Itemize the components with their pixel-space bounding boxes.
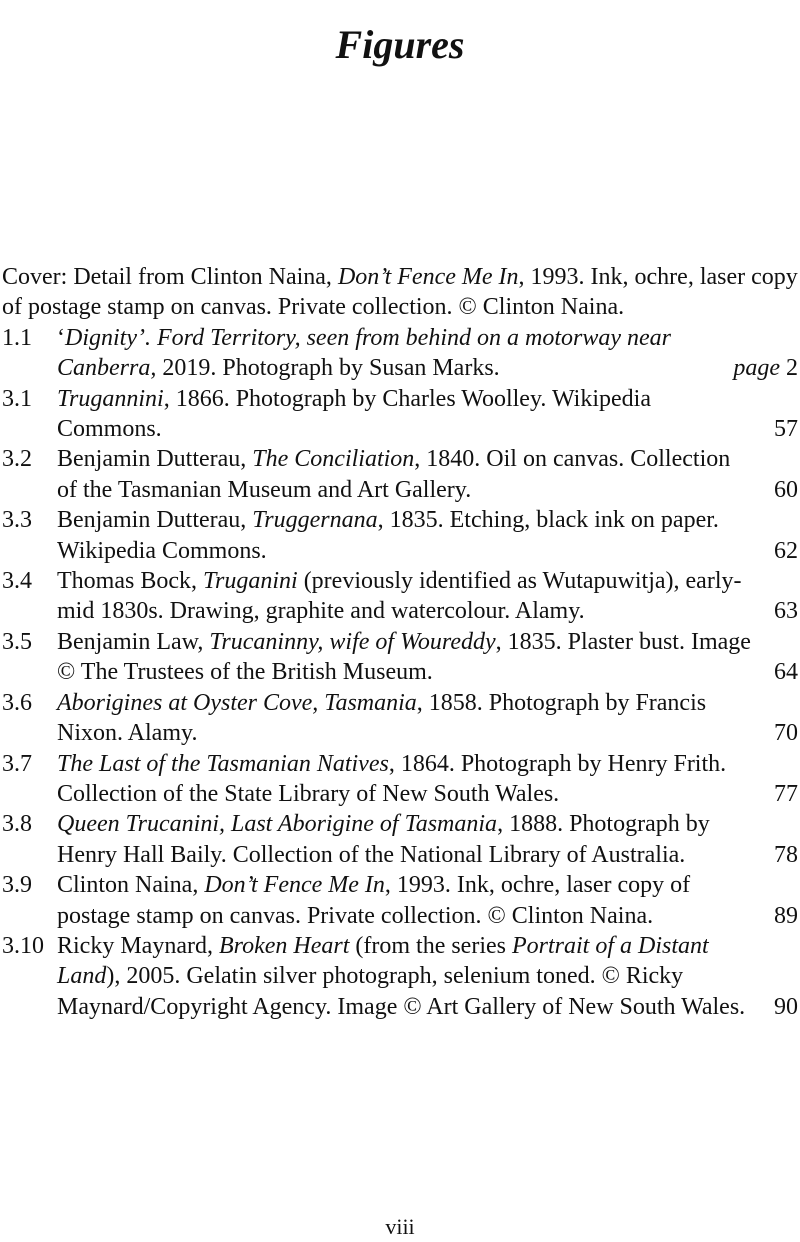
figure-details: , 1835. Plaster bust. Image © The Trustees of the British Museum. — [57, 628, 751, 686]
figure-details: , 1866. Photograph by Charles Woolley. Wikipedia Commons. — [57, 385, 651, 443]
figure-details: (previously identified as Wutapuwitja), early-mid 1830s. Drawing, graphite and watercolour. Alamy. — [57, 568, 742, 625]
page-number: 62 — [774, 537, 798, 564]
figure-artist: Ricky Maynard, — [57, 932, 219, 959]
figure-title: The Conciliation — [252, 446, 415, 473]
figure-title: Queen Trucanini, Last Aborigine of Tasmania — [57, 811, 498, 838]
figure-number: 3.3 — [2, 507, 32, 534]
page-number: 2 — [786, 355, 798, 382]
figure-title: Aborigines at Oyster Cove, Tasmania — [57, 689, 417, 716]
figure-entry — [0, 323, 800, 384]
figure-series-title: Portrait of a Distant Land — [57, 932, 709, 990]
figure-artist: Benjamin Dutterau, — [57, 507, 253, 534]
page-reference — [733, 353, 798, 383]
figure-title: Truganini — [202, 568, 298, 595]
figure-details: , 1858. Photograph by Francis Nixon. Alamy. — [57, 689, 707, 747]
figure-entry — [0, 931, 800, 1022]
page-number: 77 — [774, 780, 798, 807]
figure-details: , 1835. Etching, black ink on paper. Wikipedia Commons. — [57, 507, 719, 564]
figure-number: 1.1 — [2, 324, 32, 351]
figure-entry — [0, 870, 800, 931]
page-number: 63 — [774, 598, 798, 625]
page-number: 57 — [774, 416, 798, 443]
figure-title: Truggernana — [252, 507, 378, 534]
page-number: 60 — [774, 476, 798, 503]
figure-number: 3.8 — [2, 811, 32, 838]
page-number: 90 — [774, 993, 798, 1020]
figure-details: , 1840. Oil on canvas. Collection of the Tasmanian Museum and Art Gallery. — [57, 446, 731, 503]
page-title: Figures — [335, 21, 465, 67]
figure-lead: ‘ — [57, 324, 65, 351]
figure-entry — [0, 688, 800, 749]
figure-number: 3.2 — [2, 446, 32, 473]
page-folio: viii — [385, 1214, 415, 1239]
figure-number: 3.4 — [2, 568, 32, 595]
figure-number: 3.9 — [2, 872, 32, 899]
figure-details: , 1864. Photograph by Henry Frith. Collection of the State Library of New South Wales. — [57, 750, 727, 807]
cover-credit-suffix: , 1993. Ink, ochre, laser copy of postage stamp on canvas. Private collection. © Clinton Naina. — [2, 264, 798, 321]
figure-artist: Benjamin Law, — [57, 628, 210, 655]
cover-credit — [0, 262, 800, 323]
figure-title: Trugannini — [57, 385, 164, 412]
figure-number: 3.5 — [2, 628, 32, 655]
figure-title: Trucaninny, wife of Woureddy — [209, 628, 496, 655]
figure-details-continued: ), 2005. Gelatin silver photograph, selenium toned. © Ricky Maynard/Copyright Agency. Image © Art Gallery of New South Wales. — [57, 963, 746, 1020]
figure-details: (from the series — [349, 932, 512, 959]
figure-number: 3.10 — [2, 932, 44, 959]
page-number: 89 — [774, 902, 798, 929]
figure-entry — [0, 384, 800, 445]
figure-entry — [0, 505, 800, 566]
figure-title: Broken Heart — [218, 932, 350, 959]
figure-details: 2019. Photograph by Susan Marks. — [156, 355, 500, 382]
figure-number: 3.7 — [2, 750, 32, 777]
figure-artist: Thomas Bock, — [57, 568, 203, 595]
figure-title: The Last of the Tasmanian Natives — [57, 750, 389, 777]
figure-entry — [0, 566, 800, 627]
figure-title: Don’t Fence Me In — [204, 872, 385, 899]
page-word: page — [733, 355, 780, 382]
page-number: 64 — [774, 659, 798, 686]
page-number: 70 — [774, 720, 798, 747]
page-number: 78 — [774, 841, 798, 868]
cover-artwork-title: Don’t Fence Me In — [337, 264, 519, 290]
figure-entry — [0, 749, 800, 810]
cover-credit-prefix: Cover: Detail from Clinton Naina, — [2, 264, 338, 290]
figure-list — [0, 262, 800, 1022]
figure-entry — [0, 809, 800, 870]
figure-entry — [0, 627, 800, 688]
figure-title: Dignity’. Ford Territory, seen from behind on a motorway near Canberra, — [57, 324, 671, 382]
figure-artist: Clinton Naina, — [57, 872, 205, 899]
figure-artist: Benjamin Dutterau, — [57, 446, 253, 473]
figure-number: 3.1 — [2, 385, 32, 412]
figure-entry — [0, 444, 800, 505]
figure-details: , 1993. Ink, ochre, laser copy of postage stamp on canvas. Private collection. © Clinton Naina. — [57, 872, 691, 929]
figure-number: 3.6 — [2, 689, 32, 716]
figure-details: , 1888. Photograph by Henry Hall Baily. Collection of the National Library of Australia. — [57, 811, 710, 868]
